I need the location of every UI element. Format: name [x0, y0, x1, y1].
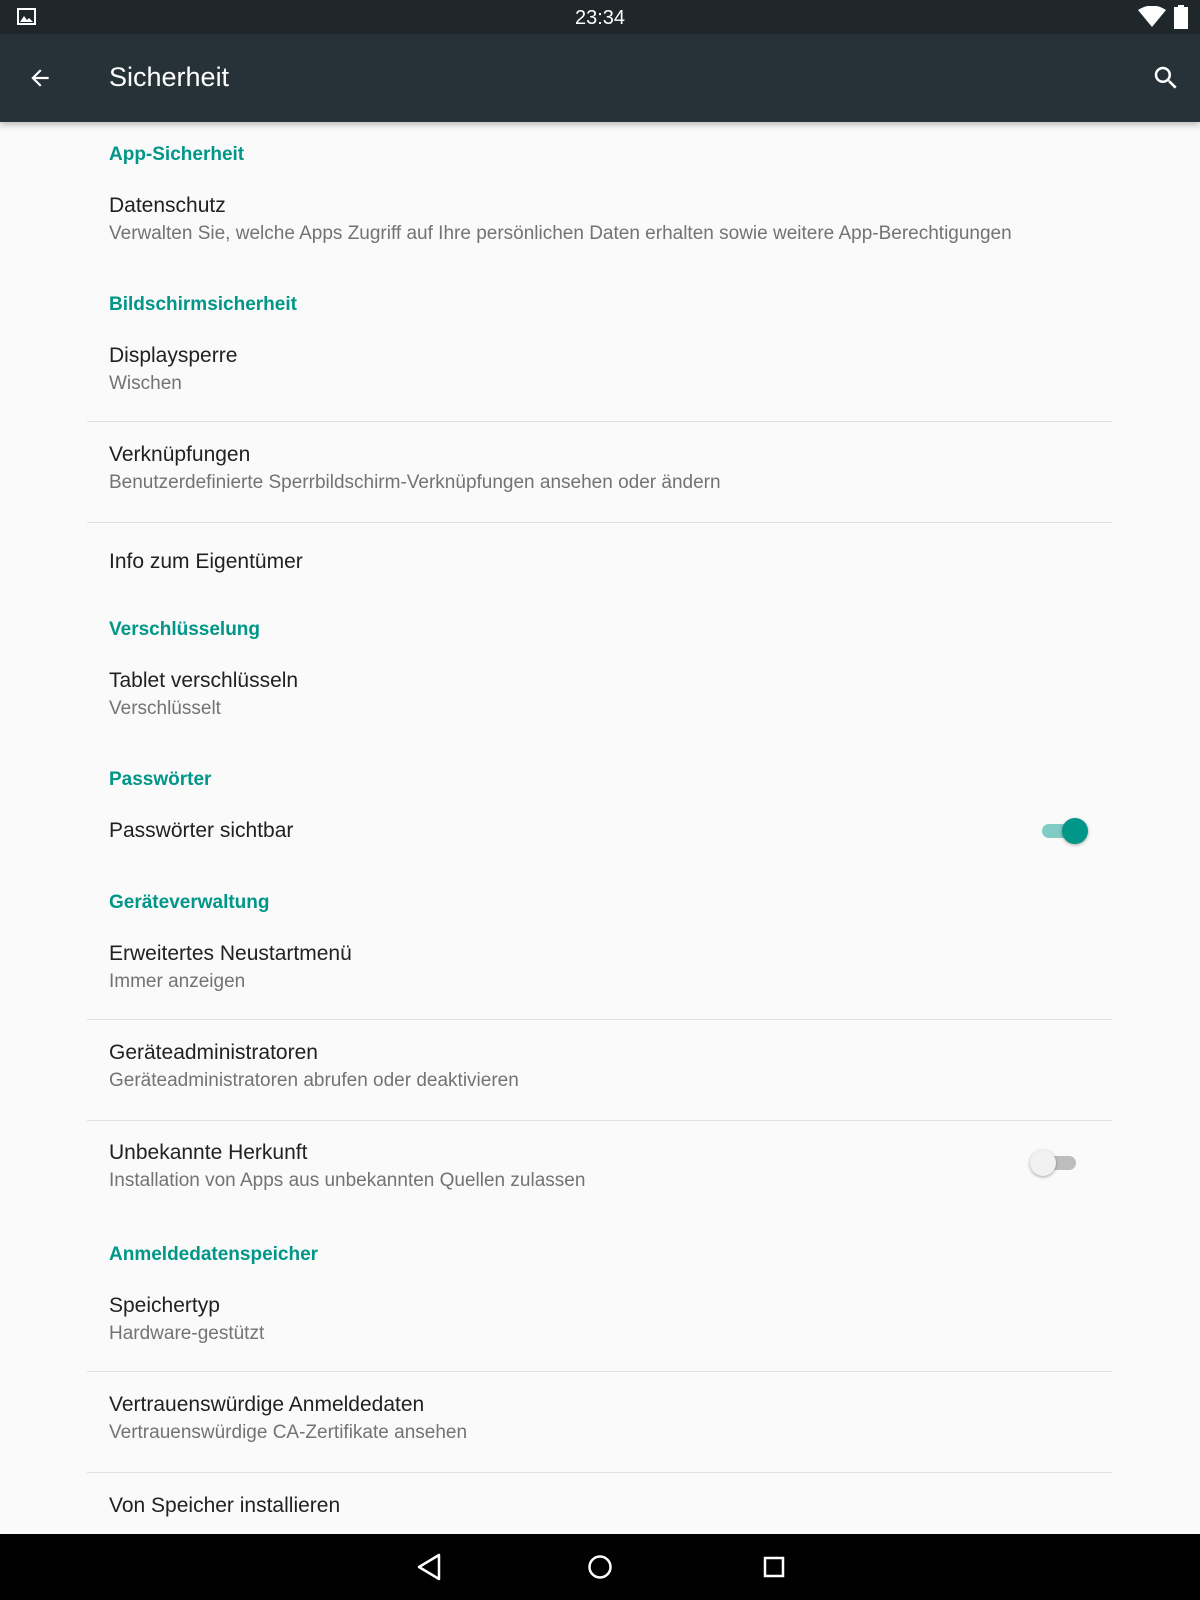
pref-title: Speichertyp: [109, 1294, 220, 1317]
switch-thumb: [1062, 818, 1088, 844]
pref-geraeteadministratoren[interactable]: [0, 1020, 1200, 1120]
pref-title: Geräteadministratoren: [109, 1041, 318, 1064]
category-geraeteverwaltung: Geräteverwaltung: [109, 892, 270, 913]
pref-unbekannte-herkunft[interactable]: [0, 1121, 1200, 1221]
pref-title: Passwörter sichtbar: [109, 819, 294, 842]
arrow-back-icon: [27, 65, 53, 91]
category-app-sicherheit: App-Sicherheit: [109, 144, 245, 165]
category-passwoerter: Passwörter: [109, 769, 212, 790]
pref-title: Datenschutz: [109, 194, 226, 217]
search-button[interactable]: [1142, 54, 1190, 102]
settings-list[interactable]: [0, 122, 1200, 1534]
pref-von-speicher-installieren[interactable]: [0, 1473, 1200, 1534]
pref-passwoerter-sichtbar[interactable]: [0, 809, 1200, 873]
pref-displaysperre[interactable]: [0, 334, 1200, 422]
page-title: Sicherheit: [109, 62, 230, 92]
pref-speichertyp[interactable]: [0, 1284, 1200, 1372]
pref-summary: Geräteadministratoren abrufen oder deaktivieren: [109, 1070, 519, 1091]
switch-thumb: [1030, 1150, 1056, 1176]
pref-summary: Installation von Apps aus unbekannten Quellen zulassen: [109, 1170, 586, 1191]
pref-datenschutz[interactable]: [0, 184, 1200, 272]
navigation-bar: [0, 1534, 1200, 1600]
search-icon: [1151, 63, 1181, 93]
pref-title: Unbekannte Herkunft: [109, 1141, 308, 1164]
pref-summary: Benutzerdefinierte Sperrbildschirm-Verknüpfungen ansehen oder ändern: [109, 472, 721, 493]
status-bar: [0, 0, 1200, 34]
pref-info-zum-eigentuemer[interactable]: [0, 523, 1200, 601]
nav-recents-icon: [762, 1555, 786, 1579]
pref-summary: Wischen: [109, 373, 182, 394]
pref-summary: Vertrauenswürdige CA-Zertifikate ansehen: [109, 1422, 468, 1443]
nav-home-button[interactable]: [576, 1543, 624, 1591]
nav-back-button[interactable]: [405, 1543, 453, 1591]
battery-icon: [1174, 5, 1188, 29]
nav-home-icon: [587, 1554, 613, 1580]
pref-title: Displaysperre: [109, 344, 238, 367]
back-button[interactable]: [16, 54, 64, 102]
status-time: 23:34: [574, 7, 626, 29]
wifi-icon: [1138, 6, 1166, 28]
pref-vertrauenswuerdige-anmeldedaten[interactable]: [0, 1372, 1200, 1472]
pref-summary: Verwalten Sie, welche Apps Zugriff auf Ihre persönlichen Daten erhalten sowie weitere App-Berechtigungen: [109, 223, 1012, 244]
pref-title: Vertrauenswürdige Anmeldedaten: [109, 1393, 425, 1416]
pref-title: Von Speicher installieren: [109, 1494, 341, 1517]
nav-recents-button[interactable]: [750, 1543, 798, 1591]
pref-erweitertes-neustartmenue[interactable]: [0, 932, 1200, 1020]
pref-summary: Hardware-gestützt: [109, 1323, 265, 1344]
pref-verknuepfungen[interactable]: [0, 422, 1200, 522]
pref-tablet-verschluesseln[interactable]: [0, 659, 1200, 747]
category-verschluesselung: Verschlüsselung: [109, 619, 261, 640]
pref-title: Erweitertes Neustartmenü: [109, 942, 352, 965]
category-anmeldedatenspeicher: Anmeldedatenspeicher: [109, 1244, 319, 1265]
app-bar: [0, 34, 1200, 122]
pref-title: Tablet verschlüsseln: [109, 669, 299, 692]
category-bildschirmsicherheit: Bildschirmsicherheit: [109, 294, 297, 315]
pref-summary: Immer anzeigen: [109, 971, 246, 992]
pref-title: Info zum Eigentümer: [109, 550, 303, 573]
pref-summary: Verschlüsselt: [109, 698, 221, 719]
nav-back-icon: [416, 1553, 442, 1581]
passwords-visible-switch[interactable]: [1036, 815, 1088, 847]
pref-title: Verknüpfungen: [109, 443, 251, 466]
unknown-sources-switch[interactable]: [1030, 1147, 1082, 1179]
